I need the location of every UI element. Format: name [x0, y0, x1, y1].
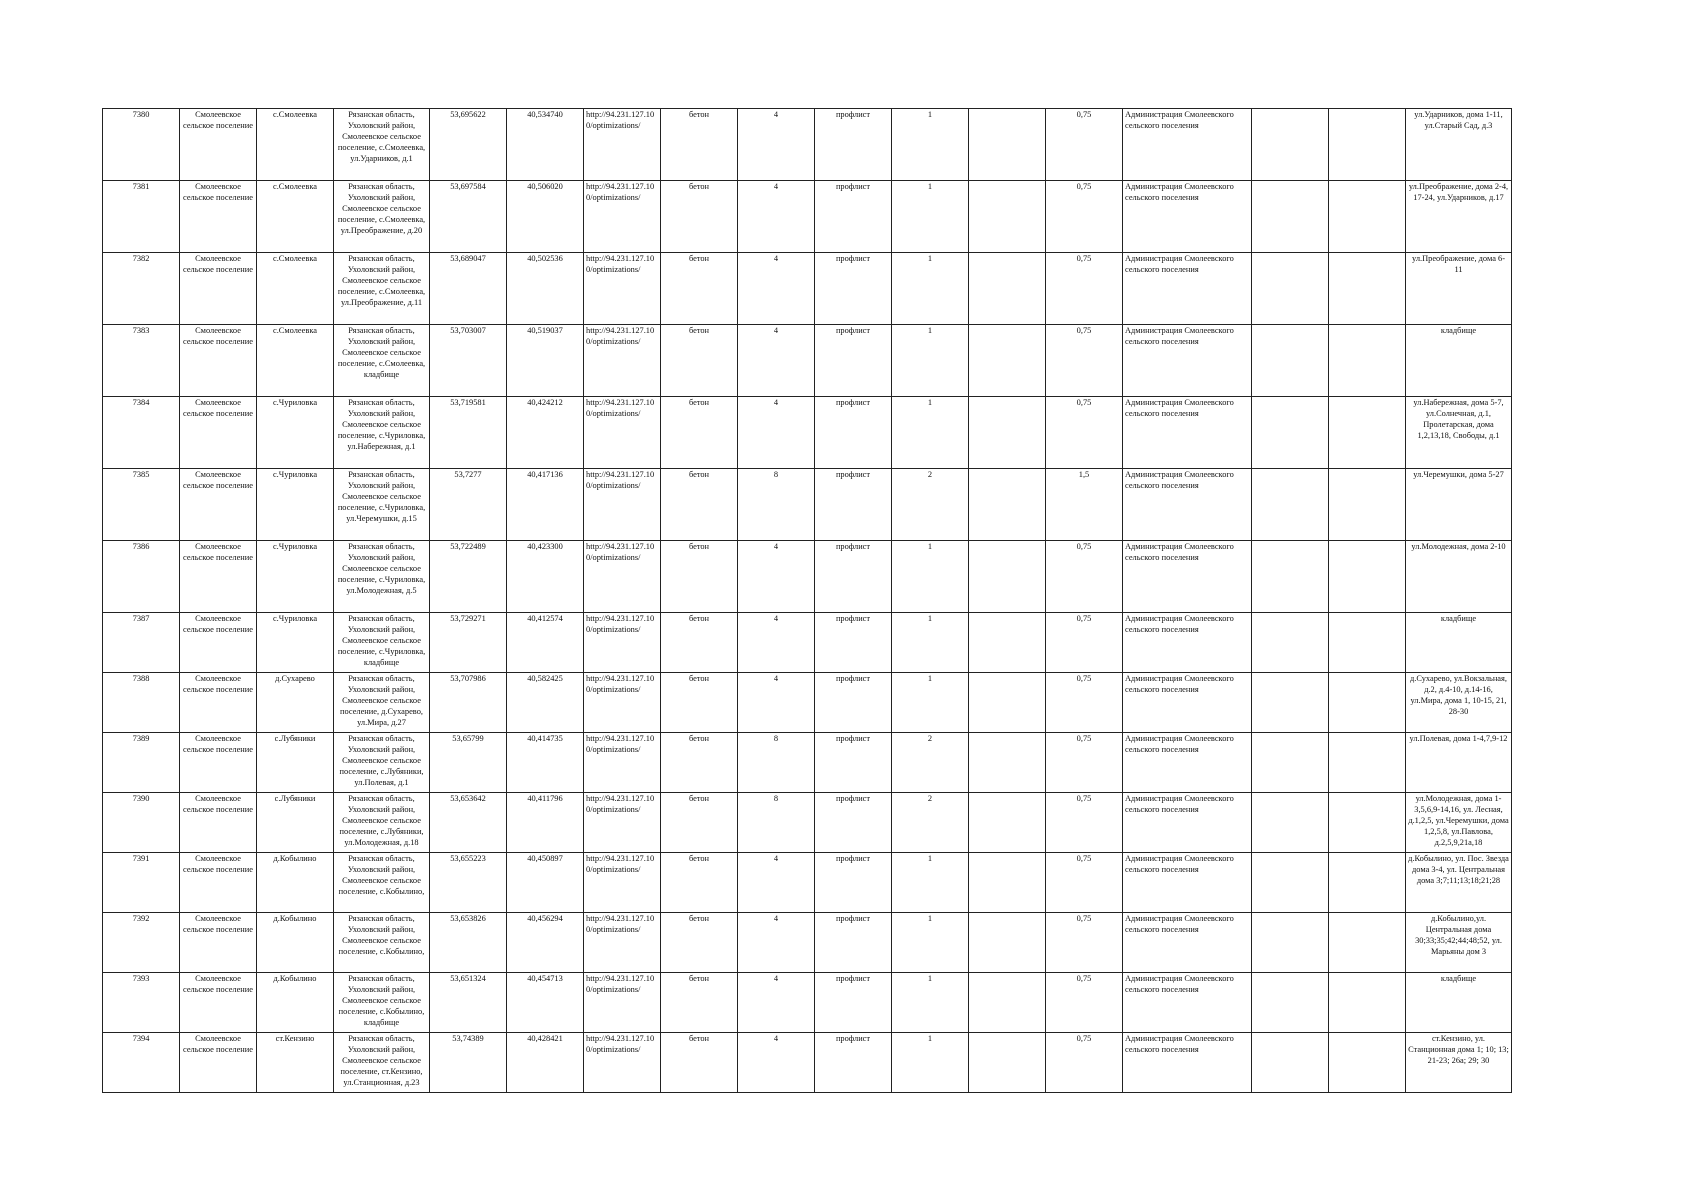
cell-empty [1329, 1033, 1406, 1093]
cell-longitude: 40,423300 [507, 541, 584, 613]
cell-site-number: 7392 [103, 913, 180, 973]
cell-settlement: Смолеевское сельское поселение [180, 973, 257, 1033]
cell-map-link: http://94.231.127.10 0/optimizations/ [584, 613, 661, 673]
cell-fence: профлист [815, 325, 892, 397]
cell-served-objects: ул.Молодежная, дома 2-10 [1406, 541, 1512, 613]
cell-address: Рязанская область, Ухоловский район, Смолеевское сельское поселение, с.Лубяники, ул.Полевая, д.1 [334, 733, 430, 793]
cell-latitude: 53,707986 [430, 673, 507, 733]
cell-capacity: 0,75 [1046, 673, 1123, 733]
cell-fence: профлист [815, 613, 892, 673]
cell-served-objects: д.Кобылино,ул. Центральная дома 30;33;35;42;44;48;52, ул. Марьяны дом 3 [1406, 913, 1512, 973]
cell-empty [969, 541, 1046, 613]
cell-latitude: 53,719581 [430, 397, 507, 469]
cell-container-count: 2 [892, 733, 969, 793]
cell-owner: Администрация Смолеевского сельского поселения [1123, 325, 1252, 397]
cell-longitude: 40,450897 [507, 853, 584, 913]
cell-container-count: 1 [892, 253, 969, 325]
cell-empty [1329, 793, 1406, 853]
cell-served-objects: кладбище [1406, 973, 1512, 1033]
cell-settlement: Смолеевское сельское поселение [180, 253, 257, 325]
cell-latitude: 53,689047 [430, 253, 507, 325]
cell-address: Рязанская область, Ухоловский район, Смолеевское сельское поселение, с.Чуриловка, ул.Набережная, д.1 [334, 397, 430, 469]
cell-fence: профлист [815, 973, 892, 1033]
cell-capacity: 0,75 [1046, 397, 1123, 469]
cell-map-link: http://94.231.127.10 0/optimizations/ [584, 541, 661, 613]
cell-empty [1329, 913, 1406, 973]
cell-empty [1252, 541, 1329, 613]
cell-map-link: http://94.231.127.10 0/optimizations/ [584, 793, 661, 853]
cell-latitude: 53,722489 [430, 541, 507, 613]
cell-served-objects: ул.Молодежная, дома 1-3,5,6,9-14,16, ул. Лесная, д.1,2,5, ул.Черемушки, дома 1,2,5,8, ул.Павлова, д.2,5,9,21а,18 [1406, 793, 1512, 853]
cell-locality: д.Кобылино [257, 853, 334, 913]
cell-locality: с.Смолеевка [257, 253, 334, 325]
cell-capacity: 0,75 [1046, 733, 1123, 793]
cell-map-link: http://94.231.127.10 0/optimizations/ [584, 853, 661, 913]
cell-locality: с.Смолеевка [257, 109, 334, 181]
cell-map-link: http://94.231.127.10 0/optimizations/ [584, 913, 661, 973]
cell-longitude: 40,414735 [507, 733, 584, 793]
cell-site-number: 7388 [103, 673, 180, 733]
cell-address: Рязанская область, Ухоловский район, Смолеевское сельское поселение, д.Сухарево, ул.Мира, д.27 [334, 673, 430, 733]
cell-address: Рязанская область, Ухоловский район, Смолеевское сельское поселение, с.Кобылино, кладбище [334, 973, 430, 1033]
cell-empty [969, 673, 1046, 733]
cell-fence: профлист [815, 397, 892, 469]
cell-empty [1329, 613, 1406, 673]
cell-site-number: 7383 [103, 325, 180, 397]
cell-settlement: Смолеевское сельское поселение [180, 673, 257, 733]
cell-map-link: http://94.231.127.10 0/optimizations/ [584, 1033, 661, 1093]
cell-owner: Администрация Смолеевского сельского поселения [1123, 793, 1252, 853]
cell-settlement: Смолеевское сельское поселение [180, 613, 257, 673]
cell-site-number: 7394 [103, 1033, 180, 1093]
cell-settlement: Смолеевское сельское поселение [180, 733, 257, 793]
cell-site-number: 7384 [103, 397, 180, 469]
table-row [103, 181, 1512, 253]
cell-area: 8 [738, 733, 815, 793]
cell-owner: Администрация Смолеевского сельского поселения [1123, 181, 1252, 253]
cell-capacity: 0,75 [1046, 793, 1123, 853]
cell-address: Рязанская область, Ухоловский район, Смолеевское сельское поселение, с.Чуриловка, ул.Черемушки, д.15 [334, 469, 430, 541]
cell-empty [1252, 397, 1329, 469]
cell-surface: бетон [661, 1033, 738, 1093]
cell-served-objects: ул.Черемушки, дома 5-27 [1406, 469, 1512, 541]
cell-served-objects: ул.Преображение, дома 2-4, 17-24, ул.Ударников, д.17 [1406, 181, 1512, 253]
cell-locality: ст.Кензино [257, 1033, 334, 1093]
cell-area: 4 [738, 109, 815, 181]
cell-site-number: 7386 [103, 541, 180, 613]
cell-site-number: 7390 [103, 793, 180, 853]
cell-latitude: 53,653826 [430, 913, 507, 973]
cell-fence: профлист [815, 913, 892, 973]
cell-fence: профлист [815, 1033, 892, 1093]
table-row [103, 325, 1512, 397]
cell-map-link: http://94.231.127.10 0/optimizations/ [584, 325, 661, 397]
cell-served-objects: ул.Полевая, дома 1-4,7,9-12 [1406, 733, 1512, 793]
cell-empty [1252, 181, 1329, 253]
cell-container-count: 1 [892, 913, 969, 973]
cell-capacity: 0,75 [1046, 541, 1123, 613]
cell-empty [1329, 469, 1406, 541]
cell-site-number: 7382 [103, 253, 180, 325]
cell-map-link: http://94.231.127.10 0/optimizations/ [584, 733, 661, 793]
cell-longitude: 40,456294 [507, 913, 584, 973]
cell-surface: бетон [661, 973, 738, 1033]
cell-address: Рязанская область, Ухоловский район, Смолеевское сельское поселение, с.Лубяники, ул.Молодежная, д.18 [334, 793, 430, 853]
cell-address: Рязанская область, Ухоловский район, Смолеевское сельское поселение, ст.Кензино, ул.Станционная, д.23 [334, 1033, 430, 1093]
cell-served-objects: кладбище [1406, 613, 1512, 673]
cell-owner: Администрация Смолеевского сельского поселения [1123, 109, 1252, 181]
cell-longitude: 40,424212 [507, 397, 584, 469]
cell-empty [1329, 253, 1406, 325]
cell-address: Рязанская область, Ухоловский район, Смолеевское сельское поселение, с.Кобылино, [334, 913, 430, 973]
cell-owner: Администрация Смолеевского сельского поселения [1123, 853, 1252, 913]
cell-container-count: 1 [892, 541, 969, 613]
cell-empty [1252, 913, 1329, 973]
cell-latitude: 53,729271 [430, 613, 507, 673]
cell-served-objects: ул.Ударников, дома 1-11, ул.Старый Сад, д.3 [1406, 109, 1512, 181]
cell-settlement: Смолеевское сельское поселение [180, 469, 257, 541]
cell-settlement: Смолеевское сельское поселение [180, 853, 257, 913]
cell-empty [1252, 109, 1329, 181]
cell-area: 4 [738, 853, 815, 913]
cell-capacity: 0,75 [1046, 181, 1123, 253]
cell-latitude: 53,653642 [430, 793, 507, 853]
cell-longitude: 40,417136 [507, 469, 584, 541]
cell-surface: бетон [661, 853, 738, 913]
cell-longitude: 40,534740 [507, 109, 584, 181]
cell-owner: Администрация Смолеевского сельского поселения [1123, 673, 1252, 733]
cell-owner: Администрация Смолеевского сельского поселения [1123, 397, 1252, 469]
cell-surface: бетон [661, 913, 738, 973]
cell-locality: с.Чуриловка [257, 613, 334, 673]
cell-locality: с.Чуриловка [257, 397, 334, 469]
cell-empty [1252, 673, 1329, 733]
cell-empty [969, 397, 1046, 469]
cell-address: Рязанская область, Ухоловский район, Смолеевское сельское поселение, с.Чуриловка, ул.Молодежная, д.5 [334, 541, 430, 613]
cell-map-link: http://94.231.127.10 0/optimizations/ [584, 253, 661, 325]
cell-empty [1252, 1033, 1329, 1093]
cell-surface: бетон [661, 397, 738, 469]
cell-latitude: 53,7277 [430, 469, 507, 541]
cell-latitude: 53,697584 [430, 181, 507, 253]
cell-empty [1252, 325, 1329, 397]
cell-site-number: 7380 [103, 109, 180, 181]
cell-area: 4 [738, 613, 815, 673]
cell-longitude: 40,428421 [507, 1033, 584, 1093]
register-table [102, 108, 1512, 1093]
table-row [103, 1033, 1512, 1093]
cell-locality: д.Кобылино [257, 973, 334, 1033]
table-row [103, 733, 1512, 793]
cell-capacity: 0,75 [1046, 853, 1123, 913]
cell-container-count: 2 [892, 469, 969, 541]
cell-fence: профлист [815, 673, 892, 733]
cell-empty [1252, 469, 1329, 541]
cell-empty [1329, 673, 1406, 733]
cell-fence: профлист [815, 793, 892, 853]
cell-owner: Администрация Смолеевского сельского поселения [1123, 973, 1252, 1033]
cell-longitude: 40,412574 [507, 613, 584, 673]
cell-empty [969, 733, 1046, 793]
cell-surface: бетон [661, 469, 738, 541]
cell-container-count: 1 [892, 181, 969, 253]
cell-container-count: 2 [892, 793, 969, 853]
cell-address: Рязанская область, Ухоловский район, Смолеевское сельское поселение, с.Смолеевка, кладбище [334, 325, 430, 397]
cell-capacity: 0,75 [1046, 109, 1123, 181]
table-row [103, 397, 1512, 469]
cell-empty [969, 913, 1046, 973]
cell-surface: бетон [661, 733, 738, 793]
cell-container-count: 1 [892, 109, 969, 181]
table-row [103, 973, 1512, 1033]
cell-empty [1329, 541, 1406, 613]
cell-owner: Администрация Смолеевского сельского поселения [1123, 733, 1252, 793]
cell-capacity: 0,75 [1046, 913, 1123, 973]
cell-served-objects: д.Сухарево, ул.Вокзальная, д.2, д.4-10, д.14-16, ул.Мира, дома 1, 10-15, 21, 28-30 [1406, 673, 1512, 733]
cell-locality: с.Лубяники [257, 793, 334, 853]
cell-locality: д.Сухарево [257, 673, 334, 733]
cell-settlement: Смолеевское сельское поселение [180, 793, 257, 853]
cell-capacity: 1,5 [1046, 469, 1123, 541]
cell-empty [969, 181, 1046, 253]
cell-area: 4 [738, 253, 815, 325]
cell-settlement: Смолеевское сельское поселение [180, 181, 257, 253]
cell-map-link: http://94.231.127.10 0/optimizations/ [584, 109, 661, 181]
cell-empty [1252, 973, 1329, 1033]
cell-capacity: 0,75 [1046, 1033, 1123, 1093]
cell-served-objects: ул.Набережная, дома 5-7, ул.Солнечная, д.1, Пролетарская, дома 1,2,13,18, Свободы, д.1 [1406, 397, 1512, 469]
cell-surface: бетон [661, 109, 738, 181]
cell-surface: бетон [661, 673, 738, 733]
cell-latitude: 53,695622 [430, 109, 507, 181]
cell-empty [1329, 325, 1406, 397]
cell-longitude: 40,502536 [507, 253, 584, 325]
cell-map-link: http://94.231.127.10 0/optimizations/ [584, 469, 661, 541]
cell-latitude: 53,703007 [430, 325, 507, 397]
cell-empty [1329, 973, 1406, 1033]
cell-owner: Администрация Смолеевского сельского поселения [1123, 541, 1252, 613]
cell-site-number: 7389 [103, 733, 180, 793]
register-body [103, 109, 1512, 1093]
cell-area: 4 [738, 325, 815, 397]
cell-empty [1329, 181, 1406, 253]
cell-container-count: 1 [892, 1033, 969, 1093]
cell-longitude: 40,411796 [507, 793, 584, 853]
cell-empty [1329, 109, 1406, 181]
table-row [103, 109, 1512, 181]
cell-empty [969, 613, 1046, 673]
cell-address: Рязанская область, Ухоловский район, Смолеевское сельское поселение, с.Чуриловка, кладбище [334, 613, 430, 673]
cell-settlement: Смолеевское сельское поселение [180, 913, 257, 973]
cell-capacity: 0,75 [1046, 613, 1123, 673]
cell-settlement: Смолеевское сельское поселение [180, 109, 257, 181]
cell-capacity: 0,75 [1046, 325, 1123, 397]
cell-container-count: 1 [892, 973, 969, 1033]
cell-container-count: 1 [892, 397, 969, 469]
cell-map-link: http://94.231.127.10 0/optimizations/ [584, 181, 661, 253]
cell-locality: с.Лубяники [257, 733, 334, 793]
cell-latitude: 53,74389 [430, 1033, 507, 1093]
cell-latitude: 53,65799 [430, 733, 507, 793]
cell-empty [1252, 613, 1329, 673]
cell-served-objects: кладбище [1406, 325, 1512, 397]
cell-address: Рязанская область, Ухоловский район, Смолеевское сельское поселение, с.Смолеевка, ул.Преображение, д.11 [334, 253, 430, 325]
cell-area: 8 [738, 469, 815, 541]
cell-empty [969, 853, 1046, 913]
cell-map-link: http://94.231.127.10 0/optimizations/ [584, 397, 661, 469]
cell-container-count: 1 [892, 853, 969, 913]
cell-fence: профлист [815, 109, 892, 181]
table-row [103, 853, 1512, 913]
table-row [103, 253, 1512, 325]
cell-area: 4 [738, 673, 815, 733]
cell-empty [1252, 733, 1329, 793]
cell-empty [1329, 853, 1406, 913]
cell-empty [969, 253, 1046, 325]
cell-surface: бетон [661, 541, 738, 613]
cell-area: 4 [738, 541, 815, 613]
cell-owner: Администрация Смолеевского сельского поселения [1123, 1033, 1252, 1093]
cell-map-link: http://94.231.127.10 0/optimizations/ [584, 673, 661, 733]
cell-longitude: 40,506020 [507, 181, 584, 253]
cell-latitude: 53,655223 [430, 853, 507, 913]
cell-container-count: 1 [892, 325, 969, 397]
cell-empty [969, 793, 1046, 853]
cell-longitude: 40,454713 [507, 973, 584, 1033]
cell-site-number: 7387 [103, 613, 180, 673]
cell-surface: бетон [661, 181, 738, 253]
cell-surface: бетон [661, 325, 738, 397]
cell-container-count: 1 [892, 613, 969, 673]
cell-area: 4 [738, 1033, 815, 1093]
cell-address: Рязанская область, Ухоловский район, Смолеевское сельское поселение, с.Смолеевка, ул.Преображение, д.20 [334, 181, 430, 253]
cell-served-objects: ст.Кензино, ул. Станционная дома 1; 10; 13; 21-23; 26а; 29; 30 [1406, 1033, 1512, 1093]
cell-fence: профлист [815, 469, 892, 541]
cell-owner: Администрация Смолеевского сельского поселения [1123, 469, 1252, 541]
cell-empty [969, 325, 1046, 397]
cell-fence: профлист [815, 541, 892, 613]
cell-surface: бетон [661, 613, 738, 673]
cell-map-link: http://94.231.127.10 0/optimizations/ [584, 973, 661, 1033]
cell-locality: с.Смолеевка [257, 181, 334, 253]
cell-settlement: Смолеевское сельское поселение [180, 325, 257, 397]
cell-empty [1252, 853, 1329, 913]
table-row [103, 613, 1512, 673]
cell-empty [1252, 253, 1329, 325]
cell-owner: Администрация Смолеевского сельского поселения [1123, 253, 1252, 325]
cell-settlement: Смолеевское сельское поселение [180, 1033, 257, 1093]
cell-longitude: 40,519037 [507, 325, 584, 397]
cell-locality: д.Кобылино [257, 913, 334, 973]
cell-container-count: 1 [892, 673, 969, 733]
table-row [103, 541, 1512, 613]
table-row [103, 673, 1512, 733]
cell-area: 8 [738, 793, 815, 853]
cell-fence: профлист [815, 733, 892, 793]
cell-site-number: 7393 [103, 973, 180, 1033]
cell-site-number: 7385 [103, 469, 180, 541]
cell-site-number: 7391 [103, 853, 180, 913]
cell-area: 4 [738, 181, 815, 253]
cell-latitude: 53,651324 [430, 973, 507, 1033]
cell-served-objects: ул.Преображение, дома 6-11 [1406, 253, 1512, 325]
cell-fence: профлист [815, 181, 892, 253]
cell-surface: бетон [661, 793, 738, 853]
cell-capacity: 0,75 [1046, 253, 1123, 325]
cell-empty [1329, 397, 1406, 469]
cell-empty [1329, 733, 1406, 793]
cell-address: Рязанская область, Ухоловский район, Смолеевское сельское поселение, с.Кобылино, [334, 853, 430, 913]
cell-address: Рязанская область, Ухоловский район, Смолеевское сельское поселение, с.Смолеевка, ул.Ударников, д.1 [334, 109, 430, 181]
cell-fence: профлист [815, 253, 892, 325]
cell-area: 4 [738, 913, 815, 973]
table-row [103, 469, 1512, 541]
cell-capacity: 0,75 [1046, 973, 1123, 1033]
table-row [103, 793, 1512, 853]
cell-owner: Администрация Смолеевского сельского поселения [1123, 613, 1252, 673]
cell-empty [969, 973, 1046, 1033]
cell-locality: с.Чуриловка [257, 469, 334, 541]
cell-area: 4 [738, 397, 815, 469]
cell-locality: с.Смолеевка [257, 325, 334, 397]
cell-empty [969, 1033, 1046, 1093]
table-row [103, 913, 1512, 973]
cell-longitude: 40,582425 [507, 673, 584, 733]
cell-served-objects: д.Кобылино, ул. Пос. Звезда дома 3-4, ул. Центральная дома 3;7;11;13;18;21;28 [1406, 853, 1512, 913]
cell-settlement: Смолеевское сельское поселение [180, 541, 257, 613]
cell-empty [969, 469, 1046, 541]
cell-settlement: Смолеевское сельское поселение [180, 397, 257, 469]
cell-empty [969, 109, 1046, 181]
cell-locality: с.Чуриловка [257, 541, 334, 613]
cell-surface: бетон [661, 253, 738, 325]
cell-fence: профлист [815, 853, 892, 913]
cell-empty [1252, 793, 1329, 853]
cell-area: 4 [738, 973, 815, 1033]
cell-owner: Администрация Смолеевского сельского поселения [1123, 913, 1252, 973]
cell-site-number: 7381 [103, 181, 180, 253]
